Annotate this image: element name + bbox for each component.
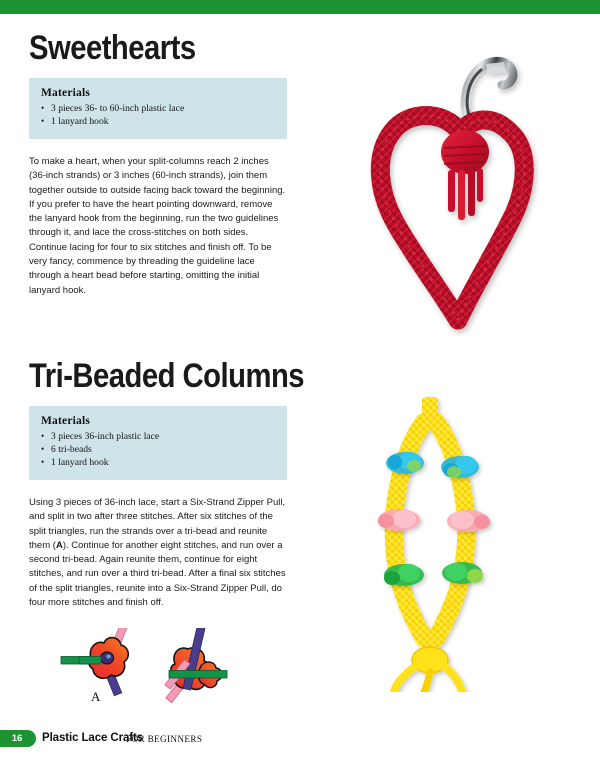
diagram-reference-a: A bbox=[55, 539, 63, 551]
body-copy-part1: Using 3 pieces of 36-inch lace, start a Six-Strand Zipper Pull, and split in two after three stitches. After six stitches of the split triangles, run the strands over a tri-bead and reunite them ( bbox=[29, 497, 286, 551]
body-copy-sweethearts: To make a heart, when your split-columns reach 2 inches (36-inch strands) or 3 inches (60-inch strands), join them together outside to outside facing back toward the beginning. If you prefer to have the heart pointing downward, remove the lanyard hook from the beginning, run the two guidelines through it, and lace the cross-stitches on both sides. Continue lacing for four to six stitches and finish off. To be very fancy, commence by threading the guideline lace through a heart bead before starting, omitting the initial lanyard hook. bbox=[29, 156, 286, 296]
green-lace-strand bbox=[169, 671, 227, 679]
page-number-badge: 16 bbox=[0, 730, 36, 747]
diagram-figure-b bbox=[165, 628, 227, 703]
yellow-beaded-columns-lanyard-photo bbox=[352, 392, 568, 692]
list-item: • 1 lanyard hook bbox=[41, 115, 275, 128]
list-item: • 3 pieces 36-inch plastic lace bbox=[41, 430, 275, 443]
section-tri-beaded-columns bbox=[29, 357, 305, 610]
footer-book-title: Plastic Lace Crafts bbox=[42, 732, 144, 744]
tri-bead-lacing-diagram bbox=[55, 628, 280, 706]
red-braided-heart-lanyard-with-hook-photo bbox=[352, 52, 576, 348]
list-item: • 6 tri-beads bbox=[41, 443, 275, 456]
materials-heading: Materials bbox=[41, 415, 91, 427]
tri-bead-green-left bbox=[384, 564, 424, 586]
diagram-figure-a bbox=[61, 628, 128, 696]
body-copy-tri-beaded bbox=[29, 496, 287, 610]
materials-box-sweethearts bbox=[29, 78, 287, 139]
materials-box-tri-beaded bbox=[29, 406, 287, 480]
list-item: • 1 lanyard hook bbox=[41, 456, 275, 469]
page-footer bbox=[0, 730, 600, 748]
materials-heading: Materials bbox=[41, 87, 91, 99]
section-sweethearts bbox=[29, 30, 287, 298]
tri-bead-pink-left bbox=[378, 509, 420, 531]
page-title-tri-beaded-columns: Tri-Beaded Columns bbox=[29, 357, 305, 395]
tri-bead-green-right bbox=[442, 562, 483, 584]
page-title-sweethearts: Sweethearts bbox=[29, 29, 196, 67]
list-item: • 3 pieces 36- to 60-inch plastic lace bbox=[41, 102, 275, 115]
materials-list-tri-beaded bbox=[41, 430, 275, 469]
tri-bead-pink-right bbox=[447, 510, 490, 532]
materials-list-sweethearts bbox=[41, 102, 275, 128]
heart-knot-tassel bbox=[441, 130, 489, 220]
top-green-rule bbox=[0, 0, 600, 14]
tri-bead-blue-left bbox=[386, 452, 424, 474]
yellow-lanyard-body bbox=[394, 397, 467, 692]
diagram-label-a: A bbox=[91, 689, 101, 704]
tri-bead-blue-right bbox=[441, 456, 479, 478]
footer-book-subtitle: FOR BEGINNERS bbox=[126, 733, 203, 744]
body-copy-part2: ). Continue for another eight stitches, and run over a second tri-bead. Again reunite them, continue for eight stitches, and run over a third tri-bead. After a final six stitches of the split triangles, reunite into a Six-Strand Zipper Pull, do four more stitches and finish off. bbox=[29, 539, 286, 609]
